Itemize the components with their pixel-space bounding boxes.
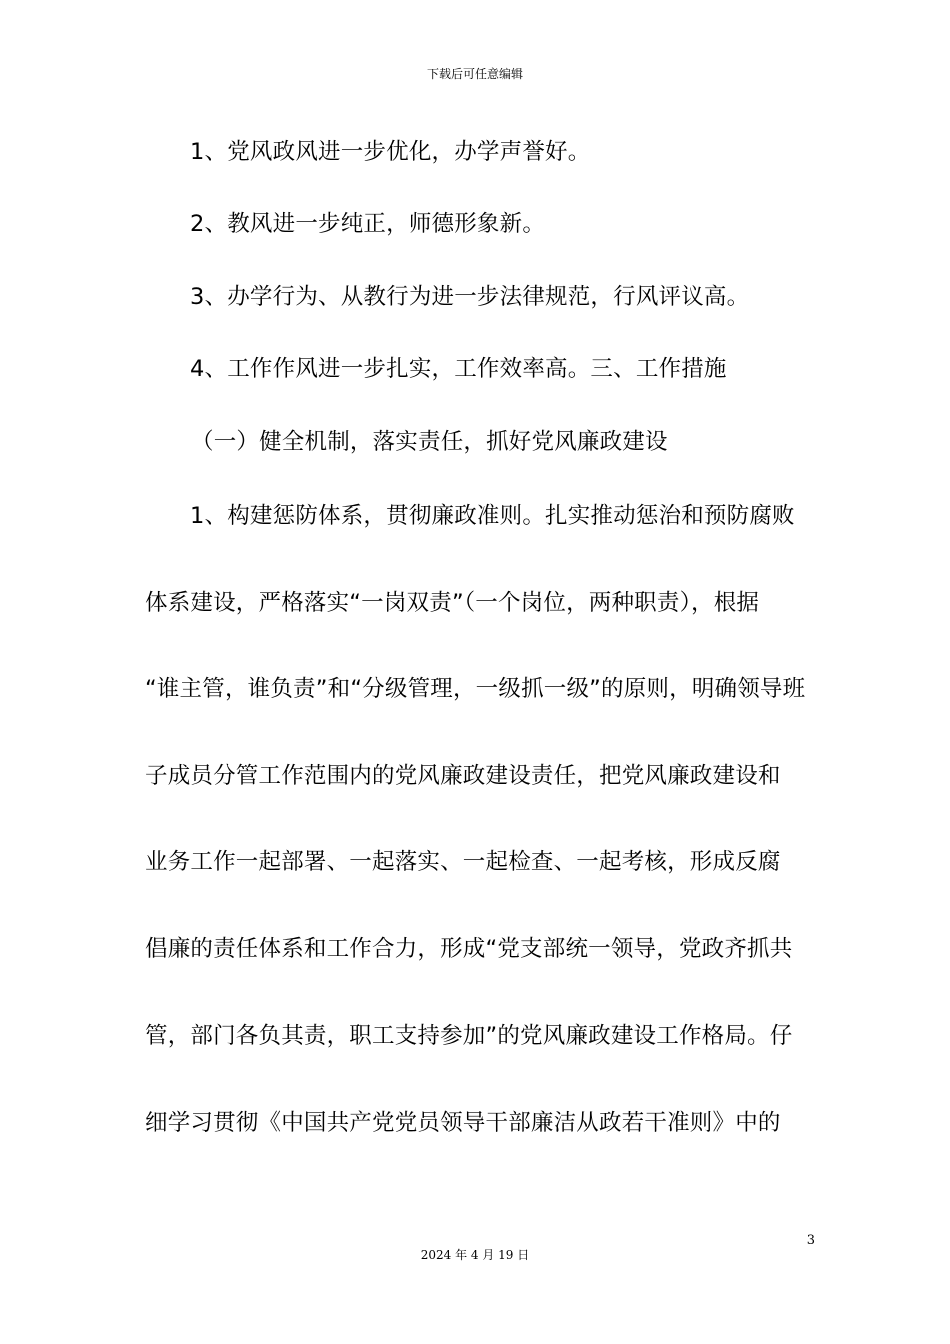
paragraph-line-6: 倡廉的责任体系和工作合力，形成“党支部统一领导，党政齐抓共 xyxy=(145,936,793,962)
list-item-4: 4、工作作风进一步扎实，工作效率高。三、工作措施 xyxy=(190,356,727,382)
list-item-2: 2、教风进一步纯正，师德形象新。 xyxy=(190,211,546,237)
paragraph-line-8: 细学习贯彻《中国共产党党员领导干部廉洁从政若干准则》中的 xyxy=(145,1110,781,1136)
paragraph-line-3: “谁主管，谁负责”和“分级管理，一级抓一级”的原则，明确领导班 xyxy=(145,676,806,702)
footer-date: 2024 年 4 月 19 日 xyxy=(420,1248,530,1262)
list-item-1: 1、党风政风进一步优化，办学声誉好。 xyxy=(190,139,591,165)
section-heading: （一）健全机制，落实责任，抓好党风廉政建设 xyxy=(191,429,668,455)
paragraph-line-5: 业务工作一起部署、一起落实、一起检查、一起考核，形成反腐 xyxy=(145,849,781,875)
paragraph-line-4: 子成员分管工作范围内的党风廉政建设责任，把党风廉政建设和 xyxy=(145,763,781,789)
paragraph-line-7: 管，部门各负其责，职工支持参加”的党风廉政建设工作格局。仔 xyxy=(145,1023,793,1049)
list-item-3: 3、办学行为、从教行为进一步法律规范，行风评议高。 xyxy=(190,284,750,310)
page-header: 下载后可任意编辑 xyxy=(426,67,523,81)
paragraph-line-1: 1、构建惩防体系，贯彻廉政准则。扎实推动惩治和预防腐败 xyxy=(190,503,795,529)
page-number: 3 xyxy=(806,1233,815,1248)
paragraph-line-2: 体系建设，严格落实“一岗双责”（一个岗位，两种职责），根据 xyxy=(145,590,760,616)
